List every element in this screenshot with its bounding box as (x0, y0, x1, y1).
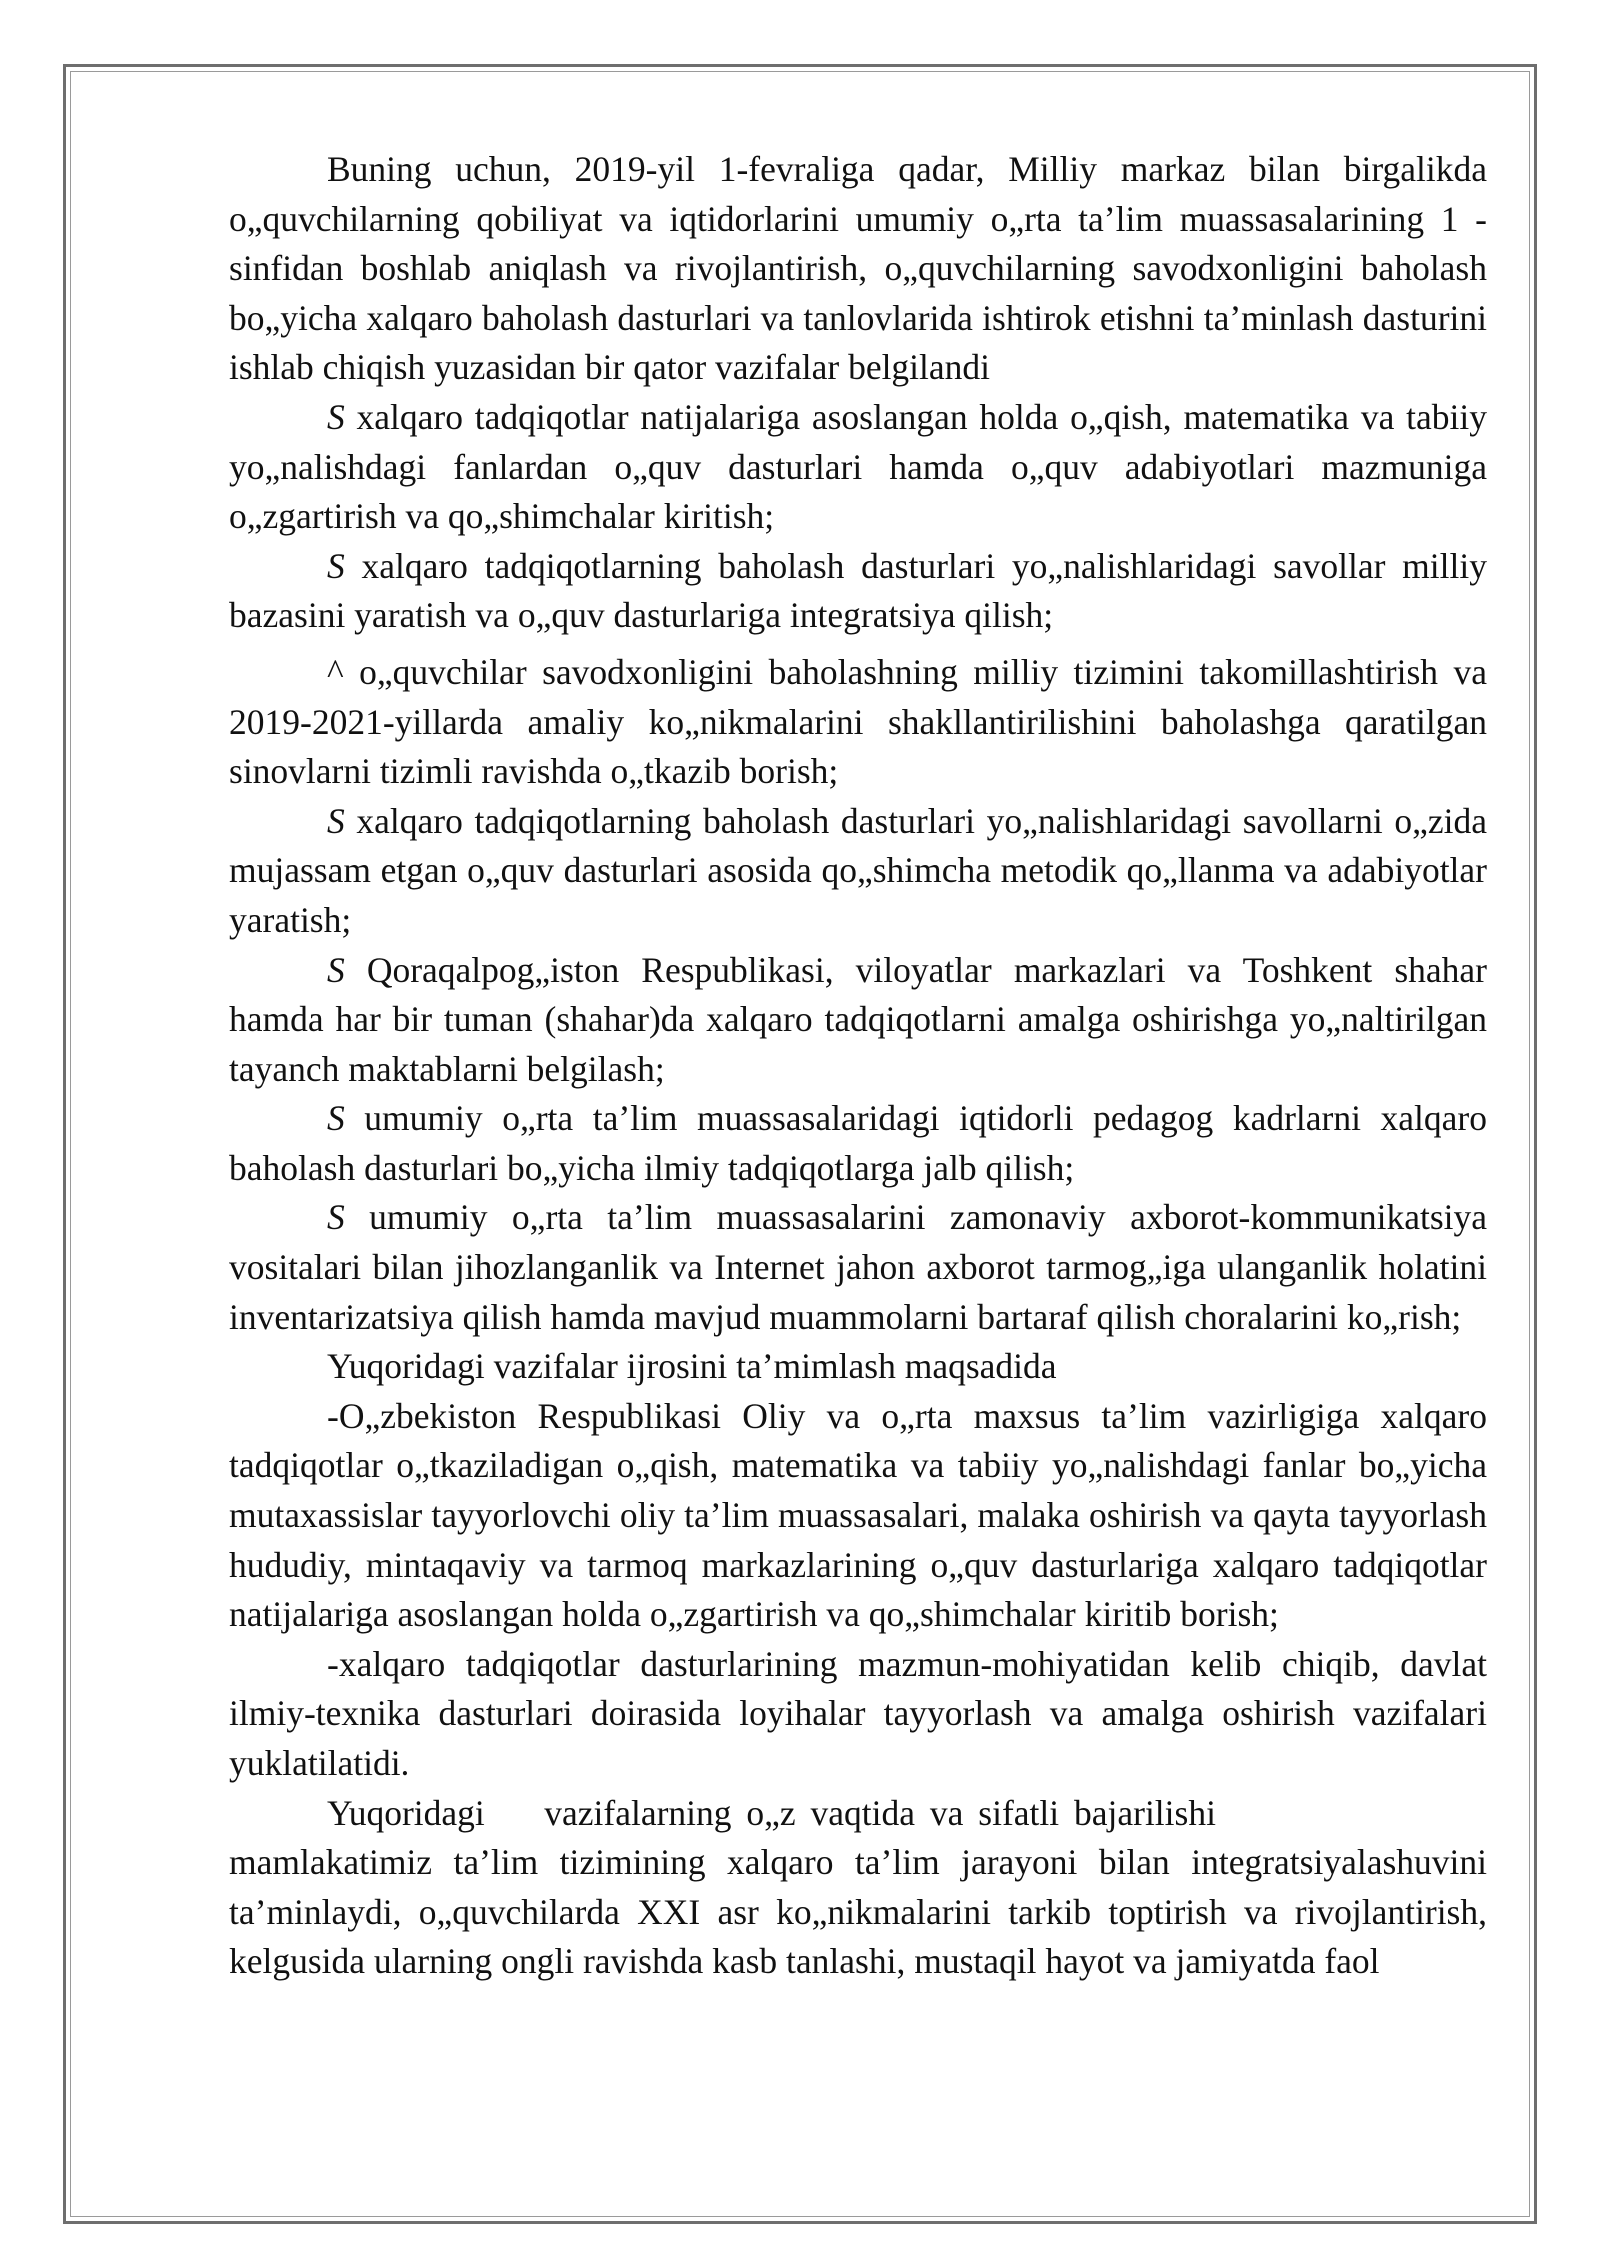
bullet-marker: ^ (327, 651, 344, 692)
paragraph-text: Buning uchun, 2019-yil 1-fevraliga qadar, Milliy markaz bilan birgalikda o„quvchilarning qobiliyat va iqtidorlarini umumiy o„rta ta’lim muassasalarining 1 - sinfidan boshlab aniqlash va rivojlantirish, o„quvchilarning savodxonligini baholash bo„yicha xalqaro baholash dasturlari va tanlovlarida ishtirok etishni ta’minlash dasturini ishlab chiqish yuzasidan bir qator vazifalar belgilandi (229, 149, 1487, 388)
bullet-marker: S (327, 396, 345, 437)
paragraph-task (229, 1392, 1487, 1640)
bullet-marker: S (327, 1197, 345, 1238)
list-item (229, 1094, 1487, 1193)
list-item-text: o„quvchilar savodxonligini baholashning milliy tizimini takomillashtirish va 2019-2021-yillarda amaliy ko„nikmalarini shakllantirilishini baholashga qaratilgan sinovlarni tizimli ravishda o„tkazib borish; (229, 651, 1487, 792)
bullet-marker: S (327, 949, 345, 990)
list-item (229, 393, 1487, 542)
paragraph-text: Yuqoridagi vazifalar ijrosini ta’mimlash maqsadida (327, 1346, 1057, 1387)
list-item-text: xalqaro tadqiqotlarning baholash dasturlari yo„nalishlaridagi savollar milliy bazasini yaratish va o„quv dasturlariga integratsiya qilish; (229, 545, 1487, 636)
bullet-marker: S (327, 545, 345, 586)
paragraph-text: -O„zbekiston Respublikasi Oliy va o„rta maxsus ta’lim vazirligiga xalqaro tadqiqotlar o„tkaziladigan o„qish, matematika va tabiiy yo„nalishdagi fanlar bo„yicha mutaxassislar tayyorlovchi oliy ta’lim muassasalari, malaka oshirish va qayta tayyorlash hududiy, mintaqaviy va tarmoq markazlarining o„quv dasturlariga xalqaro tadqiqotlar natijalariga asoslangan holda o„zgartirish va qo„shimchalar kiritib borish; (229, 1395, 1487, 1635)
list-item-text: umumiy o„rta ta’lim muassasalarini zamonaviy axborot-kommunikatsiya vositalari bilan jihozlanganlik va Internet jahon axborot tarmog„iga ulanganlik holatini inventarizatsiya qilish hamda mavjud muammolarni bartaraf qilish choralarini ko„rish; (229, 1197, 1487, 1337)
list-item-text: xalqaro tadqiqotlarning baholash dasturlari yo„nalishlaridagi savollarni o„zida mujassam etgan o„quv dasturlari asosida qo„shimcha metodik qo„llanma va adabiyotlar yaratish; (229, 800, 1487, 940)
list-item-text: xalqaro tadqiqotlar natijalariga asoslangan holda o„qish, matematika va tabiiy yo„nalishdagi fanlardan o„quv dasturlari hamda o„quv adabiyotlari mazmuniga o„zgartirish va qo„shimchalar kiritish; (229, 396, 1487, 537)
document-body (229, 145, 1487, 1987)
paragraph-text: -xalqaro tadqiqotlar dasturlarining mazmun-mohiyatidan kelib chiqib, davlat ilmiy-texnika dasturlari doirasida loyihalar tayyorlash va amalga oshirish vazifalari yuklatilatidi. (229, 1643, 1487, 1783)
paragraph-closing (229, 1789, 1487, 1987)
bullet-marker: S (327, 800, 345, 841)
list-item (229, 648, 1487, 797)
closing-text: mamlakatimiz ta’lim tizimining xalqaro ta’lim jarayoni bilan integratsiyalashuvini ta’minlaydi, o„quvchilarda XXI asr ko„nikmalarini tarkib toptirish va rivojlantirish, kelgusida ularning ongli ravishda kasb tanlashi, mustaqil hayot va jamiyatda faol (229, 1842, 1487, 1982)
list-item-text: umumiy o„rta ta’lim muassasalaridagi iqtidorli pedagog kadrlarni xalqaro baholash dasturlari bo„yicha ilmiy tadqiqotlarga jalb qilish; (229, 1098, 1487, 1188)
list-item (229, 946, 1487, 1095)
list-item (229, 797, 1487, 946)
closing-first-line: Yuqoridagi vazifalarning o„z vaqtida va sifatli bajarilishi (327, 1792, 1216, 1833)
paragraph-intro (229, 145, 1487, 393)
paragraph-lead-in (229, 1342, 1487, 1392)
list-item-text: Qoraqalpog„iston Respublikasi, viloyatlar markazlari va Toshkent shahar hamda har bir tuman (shahar)da xalqaro tadqiqotlarni amalga oshirishga yo„naltirilgan tayanch maktablarni belgilash; (229, 949, 1487, 1089)
list-item (229, 1193, 1487, 1342)
bullet-marker: S (327, 1098, 345, 1139)
paragraph-task (229, 1640, 1487, 1789)
list-item (229, 542, 1487, 641)
